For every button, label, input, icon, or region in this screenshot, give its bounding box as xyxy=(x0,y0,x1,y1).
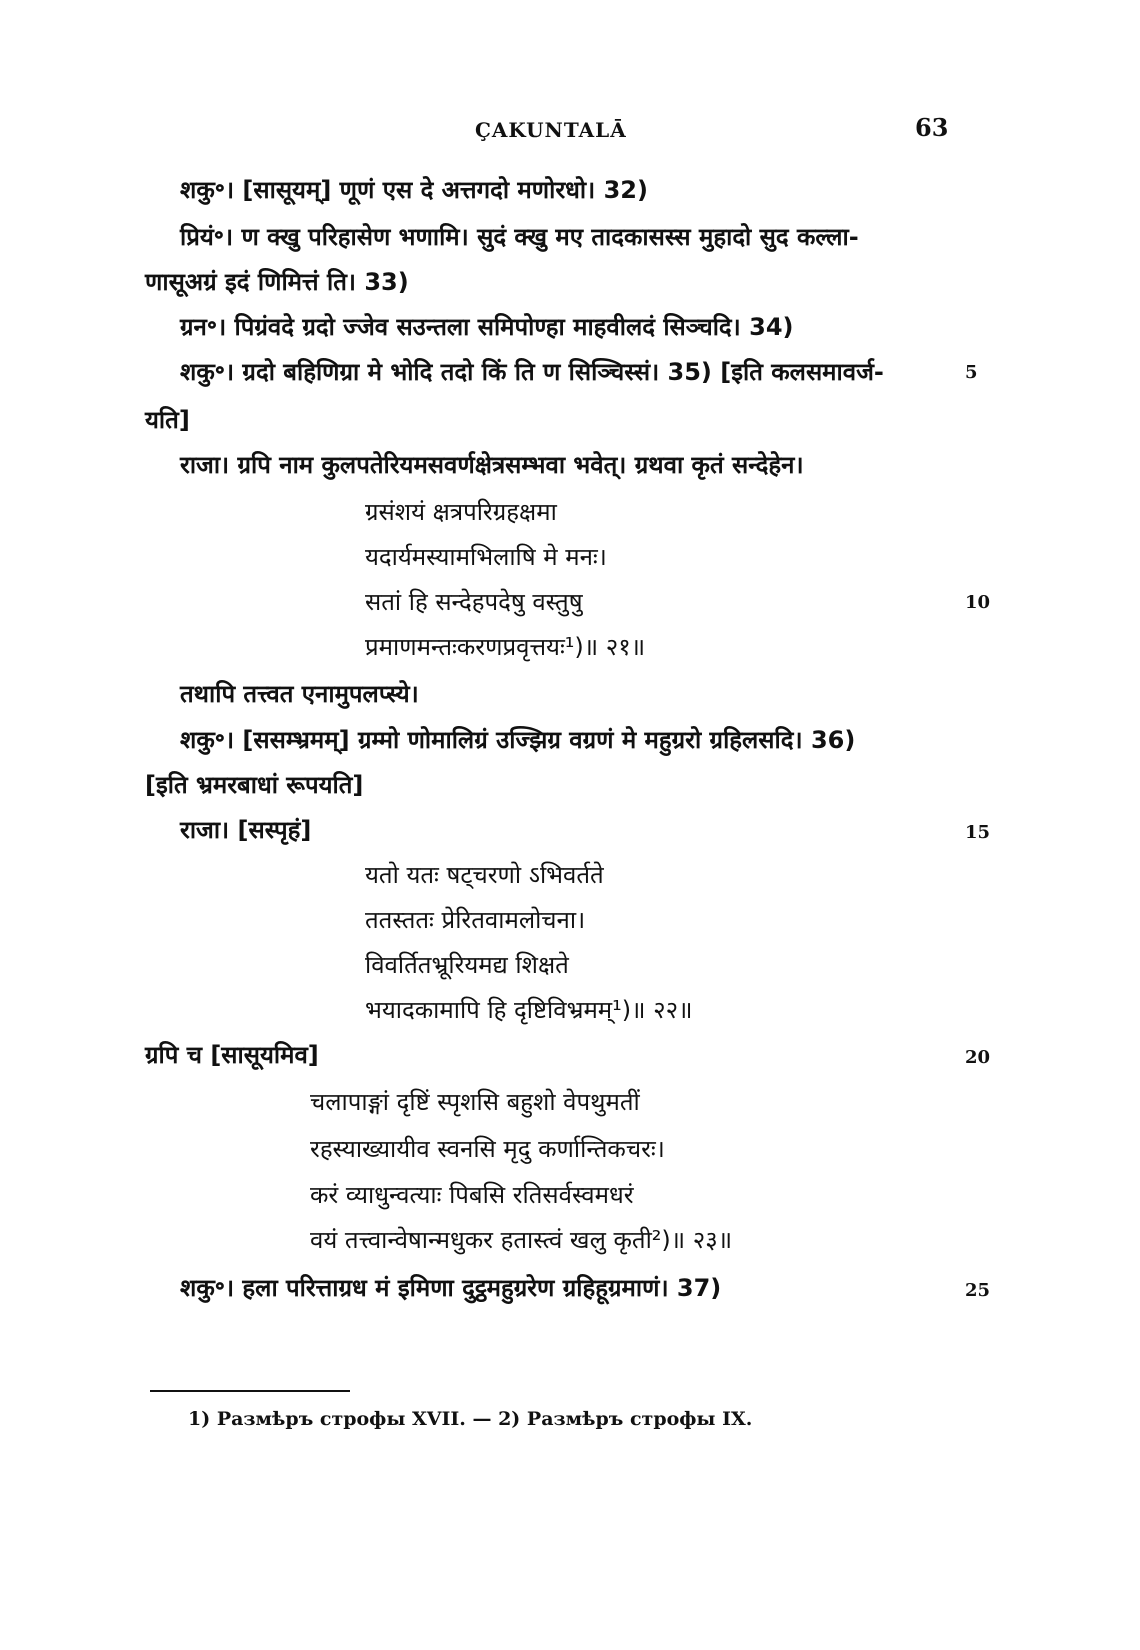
text-line: शकु॰। [सासूयम्] णूणं एस दे अत्तगदो मणोरधो। 32) xyxy=(180,176,648,204)
text-line: राजा। ग्रपि नाम कुलपतेरियमसवर्णक्षेत्रसम्भवा भवेत्। ग्रथवा कृतं सन्देहेन। xyxy=(180,451,804,479)
verse-line: प्रमाणमन्तःकरणप्रवृत्तयः¹)॥ २१॥ xyxy=(365,633,646,661)
text-line: ग्रपि च [सासूयमिव] xyxy=(145,1041,319,1069)
verse-line: करं व्याधुन्वत्याः पिबसि रतिसर्वस्वमधरं xyxy=(310,1181,634,1209)
line-number: 25 xyxy=(965,1280,991,1301)
text-line: यति] xyxy=(145,406,190,434)
line-number: 10 xyxy=(965,592,991,613)
verse-line: यदार्यमस्यामभिलाषि मे मनः। xyxy=(365,543,607,571)
text-line: राजा। [सस्पृहं] xyxy=(180,816,312,844)
page-number: 63 xyxy=(915,113,949,142)
verse-line: वयं तत्त्वान्वेषान्मधुकर हतास्त्वं खलु कृती²)॥ २३॥ xyxy=(310,1226,733,1254)
verse-line: यतो यतः षट्चरणो ऽभिवर्तते xyxy=(365,861,604,889)
verse-line: भयादकामापि हि दृष्टिविभ्रमम्¹)॥ २२॥ xyxy=(365,996,693,1024)
footnote-divider xyxy=(150,1390,350,1392)
line-number: 20 xyxy=(965,1047,991,1068)
text-line: [इति भ्रमरबाधां रूपयति] xyxy=(145,771,364,799)
verse-line: रहस्याख्यायीव स्वनसि मृदु कर्णान्तिकचरः। xyxy=(310,1135,665,1163)
verse-line: चलापाङ्गां दृष्टिं स्पृशसि बहुशो वेपथुमतीं xyxy=(310,1088,640,1116)
text-line: ग्रन॰। पिग्रंवदे ग्रदो ज्जेव सउन्तला समिपोण्हा माहवीलदं सिञ्चदि। 34) xyxy=(180,313,794,341)
line-number: 5 xyxy=(965,362,978,383)
verse-line: विवर्तितभ्रूरियमद्य शिक्षते xyxy=(365,951,569,979)
text-line: तथापि तत्त्वत एनामुपलप्स्ये। xyxy=(180,680,419,708)
text-line: शकु॰। [ससम्भ्रमम्] ग्रम्मो णोमालिग्रं उज्झिग्र वग्रणं मे महुग्ररो ग्रहिलसदि। 36) xyxy=(180,726,856,754)
running-header: ÇAKUNTALĀ xyxy=(475,118,627,142)
verse-line: सतां हि सन्देहपदेषु वस्तुषु xyxy=(365,588,583,616)
verse-line: ततस्ततः प्रेरितवामलोचना। xyxy=(365,906,586,934)
text-line: शकु॰। हला परित्ताग्रध मं इमिणा दुट्ठमहुग्ररेण ग्रहिहूग्रमाणं। 37) xyxy=(180,1274,722,1302)
text-line: प्रियं॰। ण क्खु परिहासेण भणामि। सुदं क्खु मए तादकासस्स मुहादो सुद कल्ला- xyxy=(180,223,859,251)
line-number: 15 xyxy=(965,822,991,843)
text-line: णासूअग्रं इदं णिमित्तं ति। 33) xyxy=(145,268,409,296)
verse-line: ग्रसंशयं क्षत्रपरिग्रहक्षमा xyxy=(365,498,557,526)
text-line: शकु॰। ग्रदो बहिणिग्रा मे भोदि तदो किं ति ण सिञ्चिस्सं। 35) [इति कलसमावर्ज- xyxy=(180,358,884,386)
footnote: 1) Размѣръ строфы XVII. — 2) Размѣръ строфы IX. xyxy=(188,1408,753,1430)
